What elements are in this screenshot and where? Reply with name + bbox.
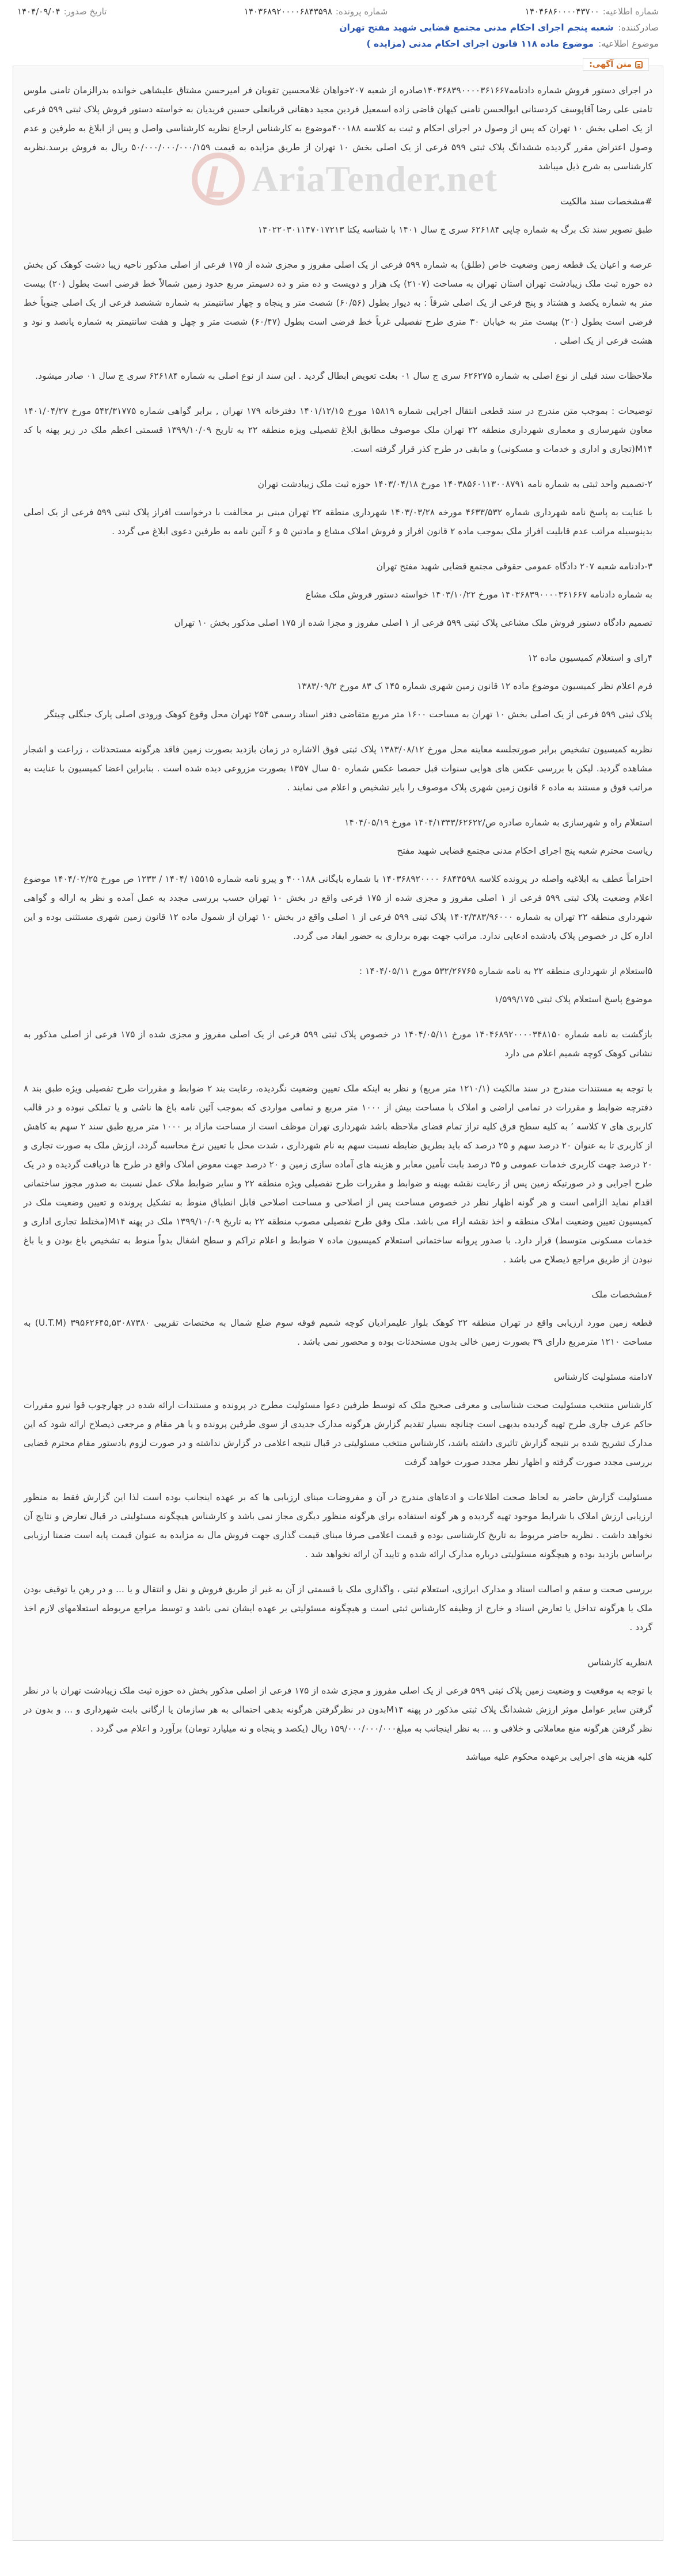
roads-inquiry-heading: استعلام راه و شهرسازی به شماره صادره ص/۱۴۰۴/۱۳۳۳/۶۲۶۲۲ مورخ ۱۴۰۴/۰۵/۱۹ [344,817,652,828]
costs-paragraph: کلیه هزینه های اجرایی برعهده محکوم علیه میباشد [466,1752,652,1762]
court-verdict-heading: ۳-دادنامه شعبه ۲۰۷ دادگاه عمومی حقوقی مجتمع قضایی شهید مفتح تهران [376,561,652,572]
previous-deed-paragraph: ملاحظات سند قبلی از نوع اصلی به شماره ۶۲۶۲۷۵ سری ج سال ۰۱ بعلت تعویض ابطال گردید . این سند از نوع اصلی به شماره ۶۲۶۱۸۴ سری ج سال ۰۱ صادر میشود. [35,371,652,381]
deed-paragraph: طبق تصویر سند تک برگ به شماره چاپی ۶۲۶۱۸۴ سری ج سال ۱۴۰۱ با شناسه یکتا ۱۴۰۲۲۰۳۰۱۱۴۷۰۱۷۲۱۳ [257,225,652,235]
watermark-text: AriaTender.net [252,158,498,199]
property-specs-heading: ۶مشخصات ملک [591,1289,652,1300]
subject-value: موضوع ماده ۱۱۸ قانون اجرای احکام مدنی (مزایده ) [366,39,594,49]
announcement-text [13,66,663,1767]
intro-paragraph: در اجرای دستور فروش شماره دادنامه۱۴۰۳۶۸۳۹۰۰۰۰۳۶۱۶۶۷صادره از شعبه ۲۰۷خواهان غلامحسین تقویان فر امیرحسن مشتاق علیشاهی خوانده بدرالزمان تامنی ملوس تامنی علی رضا آقاپوسف کردستانی ابوالحسن تامنی کیهان قاضی زاده اسمعیل فردین مجید دهقانی قربانعلی حسین فریدیان به خواسته دستور فروش پلاک ثبتی ۵۹۹ فرعی از یک اصلی بخش ۱۰ تهران که پس از وصول در اجرای احکام و ثبت به کلاسه ۴۰۰۱۸۸موضوع به کارشناس ارجاع نظریه کارشناسی واصل و پس از ابلاغ به طرفین و عدم وصول اعتراض مقرر گردیده ششدانگ پلاک ثبتی ۵۹۹ فرعی از یک اصلی بخش ۱۰ تهران از طریق مزایده به قیمت ۵۰/۰۰۰/۰۰۰/۰۰۰/۱۵۹ ریال به فروش برسد.نظریه کارشناسی به شرح ذیل میباشد [24,85,652,172]
section-heading-deed: #مشخصات سند مالکیت [560,196,652,207]
case-number [244,6,388,17]
registry-decision-paragraph: با عنایت به پاسخ نامه شهرداری شماره ۴۶۳۳/۵۳۲ مورخه ۱۴۰۳/۰۳/۲۸ شهرداری منطقه ۲۲ تهران مبنی بر مخالفت با درخواست افراز پلاک ثبتی ۵۹۹ فرعی از یک اصلی بدینوسیله مراتب عدم قابلیت افراز ملک بموجب ماده ۲ قانون افراز و فروش املاک مشاع و مادتین ۵ و ۶ آئین نامه به طرفین دعوی ابلاغ می گردد . [24,507,652,536]
roads-inquiry-paragraph: احتراماً عطف به ابلاغیه واصله در پرونده کلاسه ۶۸۴۳۵۹۸ ۱۴۰۳۶۸۹۲۰۰۰۰ با شماره بایگانی ۴۰۰۱۸۸ و پیرو نامه شماره ۱۵۵۱۵ /۱۴۰۴ / ۱۲۳۳ ص مورخ ۱۴۰۴/۰۲/۲۵ موضوع اعلام وضعیت پلاک ثبتی ۵۹۹ فرعی از ۱ اصلی مفروز و مجزی شده از ۱۷۵ فرعی واقع در بخش ۱۰ تهران حسب بررسی مجدد به عمل آمده و نظر به اراله و گواهی شهرداری منطقه ۲۲ تهران به شماره ۱۴۰۲/۳۸۳/۹۶۰۰۰ پلاک ثبتی ۵۹۹ فرعی از ۱ اصلی واقع در بخش ۱۰ تهران از شمول ماده ۱۲ قانون زمین شهری مستثنی بوده و این اداره کل در خصوص پلاک یادشده ادعایی ندارد. مراتب جهت بهره برداری به حضور ایفاد می گردد. [24,874,653,941]
court-verdict-number: به شماره دادنامه ۱۴۰۳۶۸۳۹۰۰۰۰۳۶۱۶۶۷ مورخ ۱۴۰۳/۱۰/۲۲ خواسته دستور فروش ملک مشاع [305,589,652,600]
case-number-value: ۱۴۰۳۶۸۹۲۰۰۰۰۶۸۴۳۵۹۸ [244,6,332,17]
case-number-label: شماره پرونده: [335,6,388,17]
issue-date [17,6,107,17]
registry-decision-heading: ۲-تصمیم واحد ثبتی به شماره نامه ۱۴۰۳۸۵۶۰۱۱۳۰۰۸۷۹۱ مورخ ۱۴۰۳/۰۴/۱۸ حوزه ثبت ملک زیبادشت تهران [257,479,652,489]
issuer-value: شعبه پنجم اجرای احکام مدنی مجتمع قضایی شهید مفتح تهران [339,22,614,33]
issuer-label: صادرکننده: [618,22,659,33]
property-specs-paragraph: قطعه زمین مورد ارزیابی واقع در تهران منطقه ۲۲ کوهک بلوار علیمرادیان کوچه شمیم فوقه سوم ضلع شمال به مختصات تقریبی ۳۹۵۶۲۶۴۵,۵۳۰۸۷۳۸۰ (U.T.M) به مساحت ۱۲۱۰ مترمربع دارای ۳۹ بصورت زمین خالی بدون مستحدثات بوده و محصور نمی باشد . [24,1318,652,1347]
commission-opinion-paragraph: نظریه کمیسیون تشخیص برابر صورتجلسه معاینه محل مورخ ۱۳۸۳/۰۸/۱۲ پلاک ثبتی فوق الاشاره در زمان بازدید بصورت زمین فاقد هرگونه مستحدثات ، زراعت و اشجار مشاهده گردید. لیکن با بررسی عکس های هوایی سنوات قبل حصصا عکس شماره ۵۰ سال ۱۳۵۷ بصورت مزروعی دیده شده است . بنابراین اعضا کمیسیون با عنایت به مراتب فوق و مستند به ماده ۶ قانون زمین شهری پلاک موصوف را بایر تشخیص و اعلام می نمایند . [24,744,653,793]
document-icon [635,61,643,69]
municipality-inquiry-heading: ۵استعلام از شهرداری منطقه ۲۲ به نامه شماره ۵۳۲/۲۶۷۶۵ مورخ ۱۴۰۴/۰۵/۱۱ : [359,966,652,976]
responsibility-heading: ۷دامنه مسئولیت کارشناس [553,1372,652,1382]
commission-plot-paragraph: پلاک ثبتی ۵۹۹ فرعی از یک اصلی بخش ۱۰ تهران به مساحت ۱۶۰۰ متر مربع متقاضی دفتر اسناد رسمی ۲۵۴ تهران محل وقوع کوهک ورودی اصلی پارک جنگلی چیتگر [44,709,652,720]
announcement-text-tab [583,58,649,71]
announcement-number-label: شماره اطلاعیه: [602,6,659,17]
issue-date-label: تاریخ صدور: [63,6,107,17]
subject-row [13,36,663,52]
roads-inquiry-addressee: ریاست محترم شعبه پنج اجرای احکام مدنی مجتمع قضایی شهید مفتح [397,846,652,856]
commission-form-paragraph: فرم اعلام نظر کمیسیون موضوع ماده ۱۲ قانون زمین شهری شماره ۱۴۵ ک ۸۳ مورخ ۱۳۸۳/۰۹/۲ [297,681,652,691]
court-decision-paragraph: تصمیم دادگاه دستور فروش ملک مشاعی پلاک ثبتی ۵۹۹ فرعی از ۱ اصلی مفروز و مجزا شده از ۱۷۵ اصلی مذکور بخش ۱۰ تهران [174,618,652,628]
municipality-rules-paragraph: با توجه به مستندات مندرج در سند مالکیت (۱۲۱۰/۱ متر مربع) و نظر به اینکه ملک تعیین وضعیت نگردیده، رعایت بند ۲ ضوابط و مقررات طرح تفصیلی ویژه طبق بند ۸ دفترچه ضوابط و مقررات در تمامی اراضی و املاک با مساحت بیش از ۱۰۰۰ متر مربع و تمامی مواردی که بموجب آئین نامه باغ ها ناشی و یا تملکی نبوده و در قالب کاربری های ۷ کلاسه ٬ به کلیه سطح فرق کلیه تراز تمام فضای ملاحظه باشد شهرداری تهران موظف است از مساحت مازاد بر ۱۰۰۰ متر مربع طبق سند ۲ سهم به کاهش از کاربری تا به عنوان ۲۰ درصد سهم و ۲۵ درصد که باید بطریق ضابطه نسبت سهم به نام شهرداری ، شدت محل با تعیین نرخ محاسبه گردد، ارزش ملک به صورت تجاری و ۲۰ درصد جهت کاربری خدمات عمومی و ۳۵ درصد بابت تأمین معابر و هزینه های آماده سازی زمین و ۲۰ درصد جهت معوض املاک واقع در طرح ها دریافت گردیده و در یک طرح اجرایی و در صورتیکه زمین پس از رعایت نقشه بهینه و ضوابط و مقررات طرح تفصیلی ویژه منطقه ۲۲ و سایر ضوابط ملاک عمل نسبت به صدور مجوز ساختمانی اقدام نماید الزامی است و هر گونه اظهار نظر در خصوص مساحت پس از اصلاحی و مساحت اصلاحی قابل انطباق منوط به تشکیل پرونده و تعیین وضعیت ملک در کمیسیون تعیین وضعیت املاک منطقه و اخذ نقشه اراء می باشد. ملک وفق طرح تفصیلی مصوب منطقه ۲۲ به تاریخ ۱۳۹۹/۱۰/۰۹ ملک در پهنه M۱۴(مختلط تجاری اداری و خدمات مسکونی متوسط) قرار دارد. با صدور پروانه ساختمانی استعلام کمیسیون ماده ۷ ضوابط و اعلام تراکم و سطح اشغال بدواً منوط به تشخیص باغ بودن و یا باغ نبودن از طریق مراجع ذیصلاح می باشد . [24,1083,653,1265]
responsibility-paragraph-2: مسئولیت گزارش حاضر به لحاظ صحت اطلاعات و ادعاهای مندرج در آن و مفروضات مبنای ارزیابی ها که بر عهده اینجانب بوده است لذا این گزارش فقط به منظور ارزیابی ارزش املاک با شرایط موجود تهیه گردیده و هر گونه استفاده برای هرگونه منظور دیگری مجاز نمی باشد و کارشناس هیچگونه مسئولیتی در قبال تعارض و نتایج آن نخواهد داشت . نظریه حاضر مربوط به تاریخ کارشناسی بوده و قیمت اعلامی صرفا مبنای قیمت گذاری جهت فروش مال به مزایده به عنوان قیمت پایه است ضمنا ارزیابی براساس بازدید بوده و هیچگونه مسئولیتی درباره مدارک ارائه شده و تایید آن ارائه نخواهد شد . [24,1492,652,1559]
announcement-text-tab-label: متن آگهی: [589,60,632,69]
announcement-info-strip [13,3,663,20]
announcement-text-box [13,60,663,2541]
explanations-paragraph: توضیحات : بموجب متن مندرج در سند قطعی انتقال اجرایی شماره ۱۵۸۱۹ مورخ ۱۴۰۱/۱۲/۱۵ دفترخانه ۱۷۹ تهران , برابر گواهی شماره ۵۴۲/۳۱۷۷۵ مورخ ۱۴۰۱/۰۴/۲۷ معاون شهرسازی و معماری شهرداری منطقه ۲۲ تهران ملک موصوف مطابق ابلاغ تفصیلی ویژه منطقه ۲۲ به تاریخ ۱۳۹۹/۱۰/۰۹ قسمتی اعظم ملک در زیر پهنه با کد M۱۴(تجاری و اداری و خدمات و مسکونی) و مابقی در طرح کذر قرار گرفته است. [24,406,653,454]
land-description-paragraph: عرصه و اعیان یک قطعه زمین وضعیت خاص (طلق) به شماره ۵۹۹ فرعی از یک اصلی مفروز و مجزی شده از ۱۷۵ فرعی از اصلی مذکور ناحیه زیبا دشت کوهک کن بخش ده حوزه ثبت ملک زیبادشت تهران استان تهران به مساحت (۲۱۰۷) یک هزار و دویست و ده متر و ده دسیمتر مربع حدود زمین شمالاً خط فرضی است بطول (۲۰) بیست متر به شماره یکصد و هشتاد و پنج فرعی از یک اصلی شرقاً : به دیوار بطول (۶۰/۵۶) شصت متر و پنجاه و چهار سانتیمتر به شماره ششصد فرعی از یک اصلی جنوباً خط فرضی است بطول (۲۰) بیست متر به خیابان ۳۰ متری طرح تفصیلی غرباً خط فرضی است بطول (۶۰/۴۷) شصت متر و چهل و هفت سانتیمتر به شماره پانصد و نود و هشت فرعی از یک اصلی . [24,260,653,346]
expert-opinion-paragraph: با توجه به موقعیت و وضعیت زمین پلاک ثبتی ۵۹۹ فرعی از یک اصلی مفروز و مجزی شده از ۱۷۵ فرعی از اصلی مذکور بخش ده حوزه ثبت ملک زیبادشت تهران با در نظر گرفتن سایر عوامل موثر ارزش ششدانگ پلاک ثبتی مذکور در پهنه M۱۴بدون در نظرگرفتن هرگونه بدهی احتمالی به هر سازمان یا ارگانی بابت شهرداری و ... و بدون در نظر گرفتن هرگونه منع معاملاتی و خلافی و ... به نظر اینجانب به مبلغ۱۵۹/۰۰۰/۰۰۰/۰۰۰ ریال (یکصد و پنجاه و نه میلیارد تومان) برآورد و اعلام می گردد . [24,1685,652,1734]
municipality-reply-paragraph: بازگشت به نامه شماره ۱۴۰۴۶۸۹۲۰۰۰۰۳۴۸۱۵۰ مورخ ۱۴۰۴/۰۵/۱۱ در خصوص پلاک ثبتی ۵۹۹ فرعی از یک اصلی مفروز و مجزی شده از ۱۷۵ فرعی از اصلی مذکور به نشانی کوهک کوچه شمیم اعلام می دارد [24,1029,652,1059]
announcement-number-value: ۱۴۰۴۶۸۶۰۰۰۰۴۳۷۰۰ [525,6,599,17]
expert-opinion-heading: ۸نظریه کارشناس [587,1657,652,1668]
municipality-inquiry-subject: موضوع پاسخ استعلام پلاک ثبتی ۱/۵۹۹/۱۷۵ [494,994,652,1004]
subject-label: موضوع اطلاعیه: [598,39,659,49]
issue-date-value: ۱۴۰۴/۰۹/۰۴ [17,6,60,17]
responsibility-paragraph-1: کارشناس منتخب مسئولیت صحت شناسایی و معرفی صحیح ملک که توسط طرفین دعوا مسئولیت مطرح در پرونده و مستندات ارائه شده در چهارچوب قوا نیرو مقررات حاکم عرف جاری طرح تهیه گردیده بدیهی است چنانچه بسیار تقدیم گزارش هرگونه مدارک جدیدی از سوی طرفین پرونده و یا هر مقام و مرجعی ذیصلاح ارائه شود که این مدارک تشریح شده بر نتیجه گزارش تاثیری داشته باشد، کارشناس منتخب مسئولیتی در قبال نتیجه اعلامی در گزارش نداشته و در صورت لزوم بادستور مقام محترم قضایی بررسی مجدد صورت گرفته و اظهار نظر مجدد صورت خواهد گرفت [24,1400,652,1467]
announcement-number [525,6,659,17]
responsibility-paragraph-3: بررسی صحت و سقم و اصالت اسناد و مدارک ابرازی، استعلام ثبتی ، واگذاری ملک با قسمتی از آن به غیر از طریق فروش و نقل و انتقال و یا ... و در رهن یا توقیف بودن ملک یا هرگونه تداخل یا تعارض اسناد و خارج از وظیفه کارشناس ثبتی است و هیچگونه مسئولیتی بر عهده ایشان نمی باشد و توسط مراجع مربوطه استعلامهای لازم اخذ گردد . [24,1584,652,1633]
issuer-row [13,20,663,36]
commission-heading: ۴رای و استعلام کمیسیون ماده ۱۲ [527,653,652,663]
